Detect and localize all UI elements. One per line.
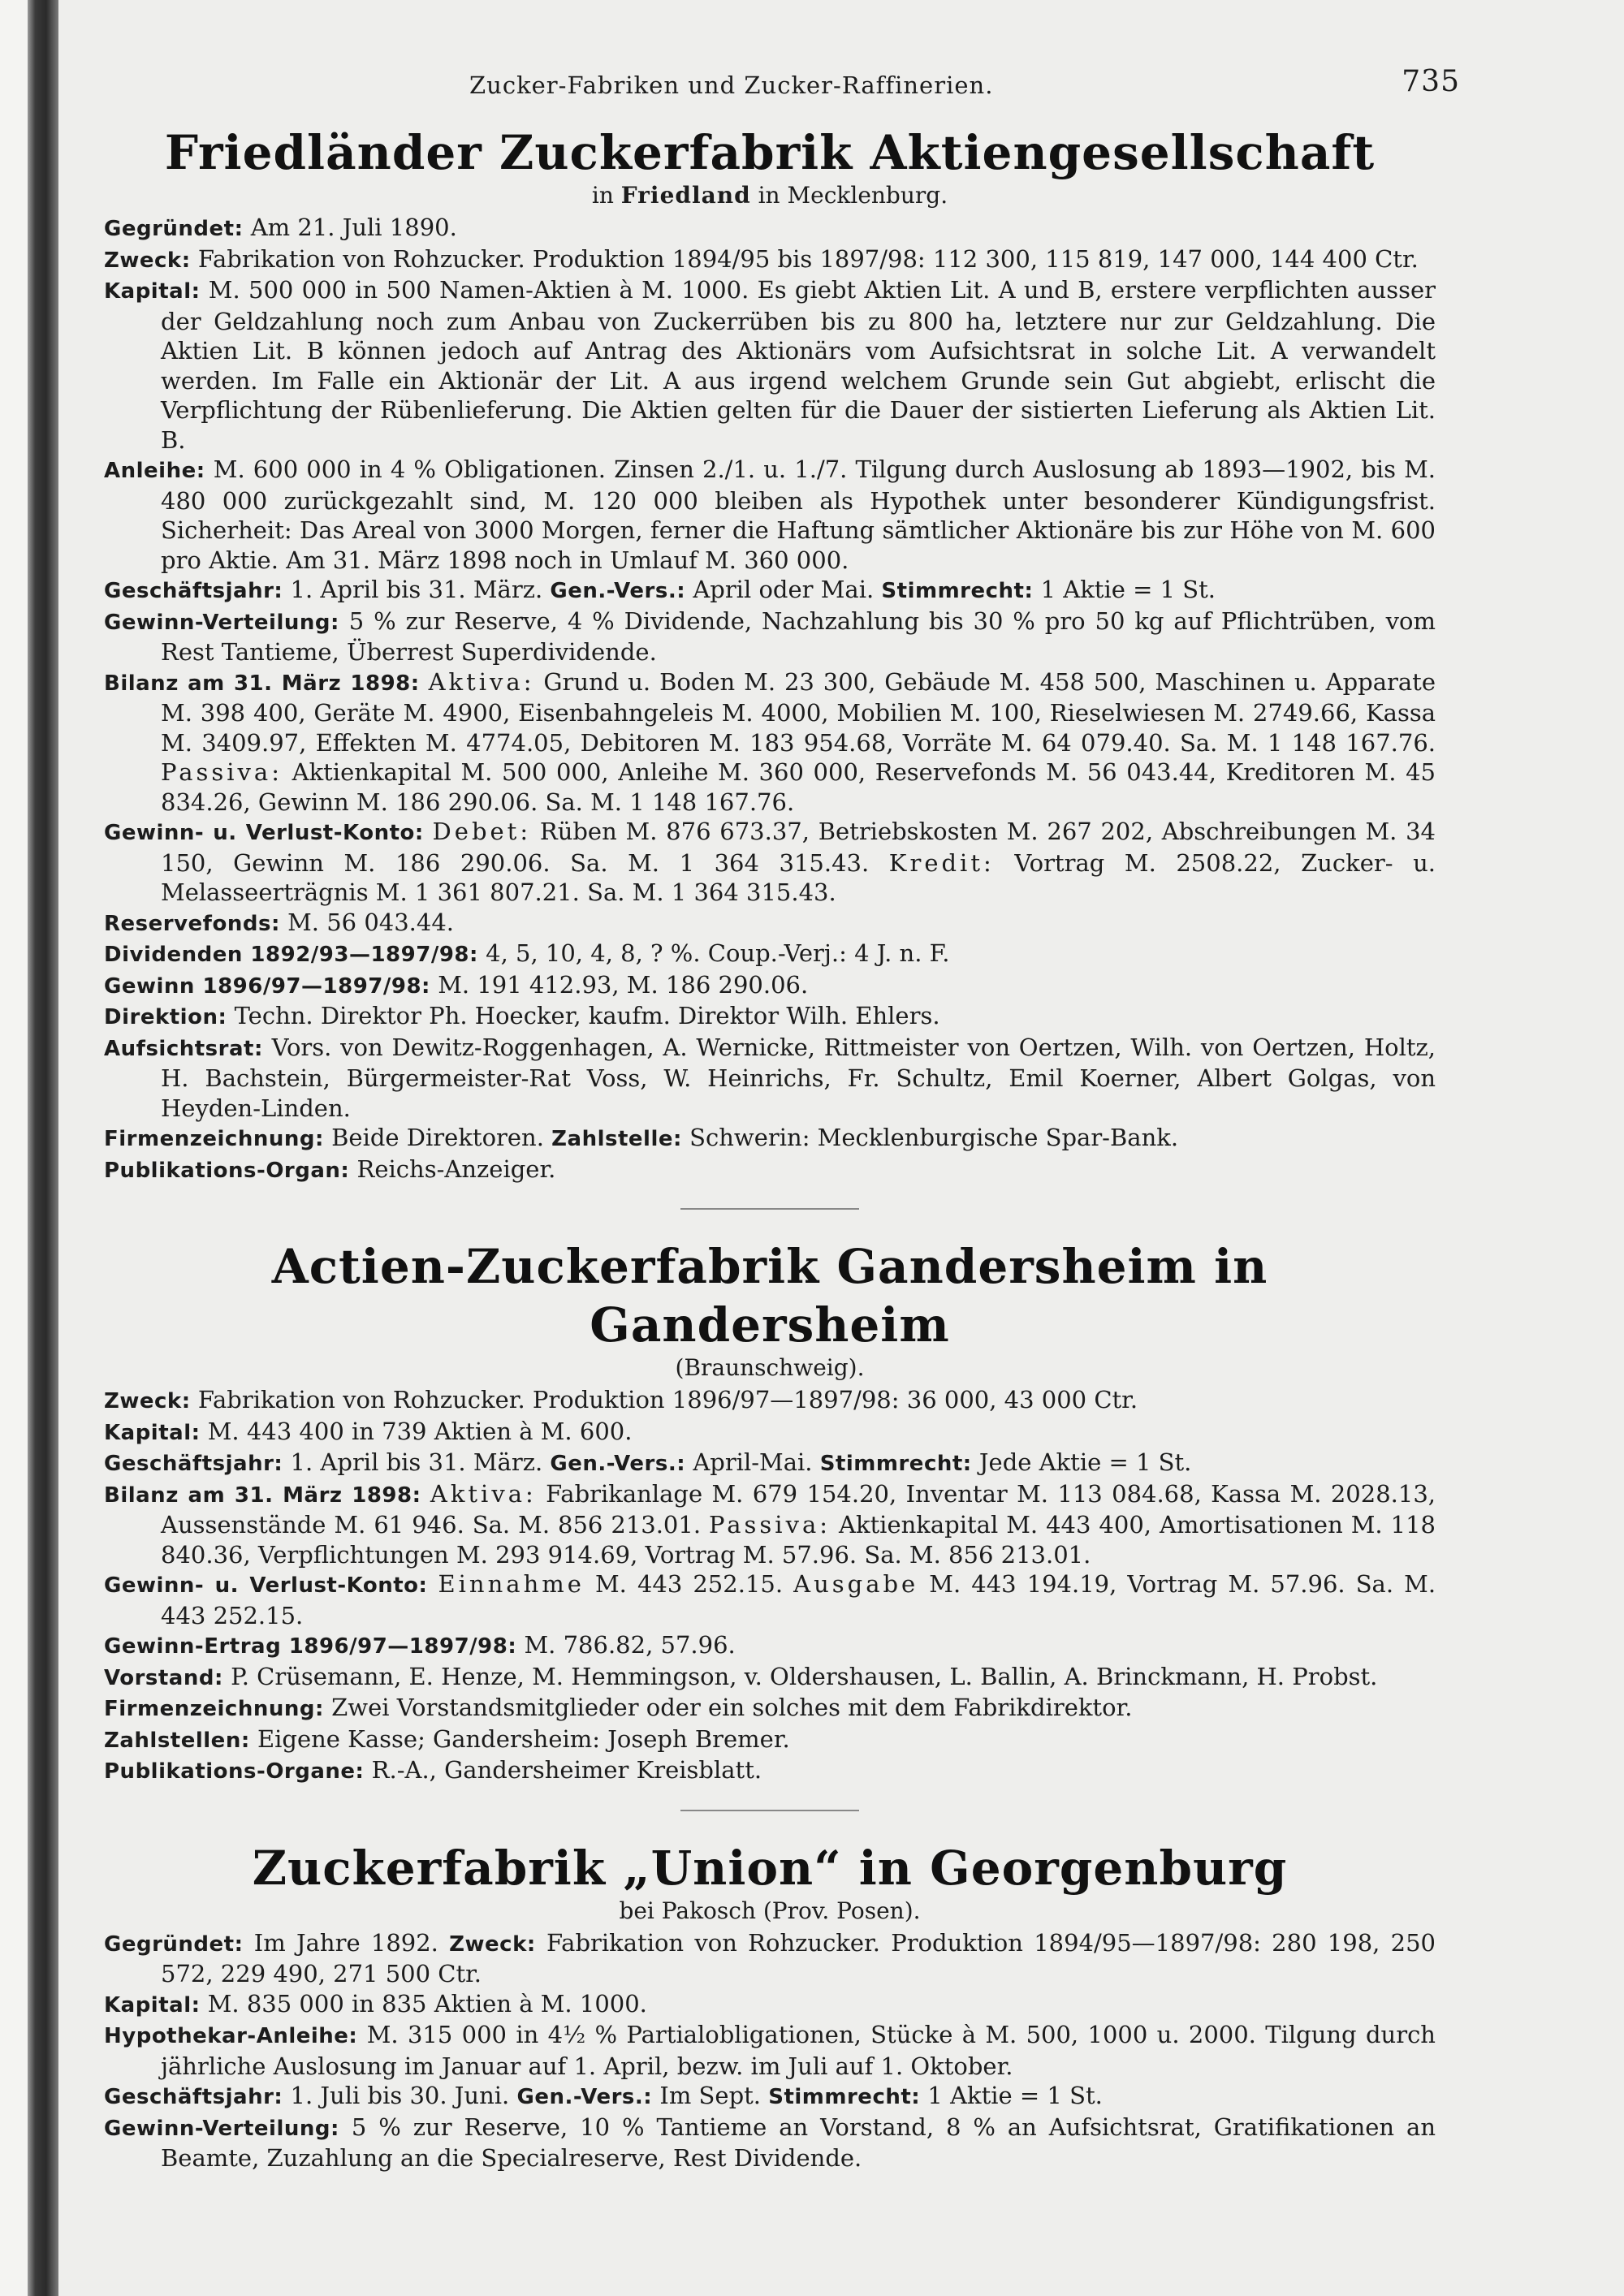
entry-text: P. Crüsemann, E. Henze, M. Hemmingson, v. Oldershausen, L. Ballin, A. Brinckmann, H. Probst.: [231, 1662, 1378, 1690]
entry-text: April oder Mai.: [693, 576, 875, 603]
entry: [104, 575, 1436, 606]
entry-text: 1 Aktie = 1 St.: [1040, 576, 1216, 603]
entry-text: 1. April bis 31. März.: [290, 1448, 543, 1476]
entry-text: M. 315 000 in 4½ % Partialobligationen, Stücke à M. 500, 1000 u. 2000. Tilgung durch jährliche Auslosung im Januar auf 1. April, bezw. im Juli auf 1. Oktober.: [161, 2021, 1436, 2080]
company-location: [104, 182, 1436, 209]
entry: [104, 1123, 1436, 1154]
entry-text: Techn. Direktor Ph. Hoecker, kaufm. Direktor Wilh. Ehlers.: [234, 1002, 940, 1029]
entry-label: Bilanz am 31. März 1898:: [104, 671, 420, 696]
company-location-suffix: in Mecklenburg.: [758, 182, 948, 209]
entry: [104, 1755, 1436, 1787]
entry: [104, 1001, 1436, 1033]
entry-text: 5 % zur Reserve, 10 % Tantieme an Vorstand, 8 % an Aufsichtsrat, Gratifikationen an Beamte, Zuzahlung an die Specialreserve, Rest Dividende.: [161, 2113, 1436, 2172]
entry-text: Fabrikanlage M. 679 154.20, Inventar M. 113 084.68, Kassa M. 2028.13, Aussenstände M. 61 946. Sa. M. 856 213.01.: [161, 1479, 1436, 1539]
entry-label: Publikations-Organe:: [104, 1759, 365, 1784]
entry-text: M. 443 252.15.: [594, 1570, 784, 1598]
entry: [104, 2113, 1436, 2173]
entry-text: 5 % zur Reserve, 4 % Dividende, Nachzahlung bis 30 % pro 50 kg auf Pflichtrüben, vom Rest Tantieme, Überrest Superdividende.: [161, 606, 1436, 666]
entry-subheading: Aktiva:: [428, 667, 535, 696]
entry: [104, 606, 1436, 667]
entry-text: Schwerin: Mecklenburgische Spar-Bank.: [689, 1124, 1179, 1151]
entry: [104, 455, 1436, 575]
entry-subheading: Kredit:: [888, 848, 995, 877]
entry-label: Gegründet:: [104, 217, 244, 241]
entry-label: Stimmrecht:: [881, 579, 1034, 603]
entry-label: Zweck:: [104, 248, 191, 273]
entry-subheading: Debet:: [432, 818, 532, 845]
entry-label: Geschäftsjahr:: [104, 579, 283, 603]
entry: [104, 244, 1436, 276]
entry-text: Fabrikation von Rohzucker. Produktion 1896/97—1897/98: 36 000, 43 000 Ctr.: [197, 1386, 1138, 1413]
entry-subheading: Einnahme: [438, 1570, 585, 1598]
company-list: [104, 123, 1436, 2173]
entry-label: Dividenden 1892/93—1897/98:: [104, 943, 478, 967]
company-title: Friedländer Zuckerfabrik Aktiengesellschaft: [164, 125, 1376, 180]
entry-label: Stimmrecht:: [768, 2085, 921, 2109]
entry: [104, 970, 1436, 1002]
entry-label: Publikations-Organ:: [104, 1158, 350, 1183]
entry-label: Gewinn-Verteilung:: [104, 610, 339, 635]
entry: [104, 213, 1436, 244]
entry-text: Aktienkapital M. 443 400, Amortisationen M. 118 840.36, Verpflichtungen M. 293 914.69, Vortrag M. 57.96. Sa. M. 856 213.01.: [161, 1511, 1436, 1569]
entry-text: R.-A., Gandersheimer Kreisblatt.: [371, 1756, 762, 1784]
entry: [104, 817, 1436, 908]
entry-text: April-Mai.: [693, 1448, 813, 1476]
entry: [104, 1448, 1436, 1479]
entry: [104, 1928, 1436, 1989]
entry-subheading: Aktiva:: [430, 1479, 537, 1508]
entry-text: Am 21. Juli 1890.: [250, 214, 457, 241]
entry-text: Im Sept.: [659, 2082, 762, 2109]
entry-subheading: Passiva:: [161, 758, 283, 786]
company-location: [104, 1354, 1436, 1382]
entry: [104, 275, 1436, 455]
entry-label: Geschäftsjahr:: [104, 2085, 283, 2109]
page: [104, 57, 1460, 2173]
entry-label: Gen.-Vers.:: [550, 1452, 686, 1476]
entry: [104, 2020, 1436, 2081]
entry-text: Aktienkapital M. 500 000, Anleihe M. 360 000, Reservefonds M. 56 043.44, Kreditoren M. 45 834.26, Gewinn M. 186 290.06. Sa. M. 1 148 167.76.: [161, 758, 1436, 816]
entry-label: Gewinn-Ertrag 1896/97—1897/98:: [104, 1634, 517, 1659]
entry-text: Rüben M. 876 673.37, Betriebskosten M. 267 202, Abschreibungen M. 34 150, Gewinn M. 186 290.06. Sa. M. 1 364 315.43.: [161, 818, 1436, 877]
entry: [104, 1724, 1436, 1756]
entry-text: Eigene Kasse; Gandersheim: Joseph Bremer.: [257, 1724, 790, 1753]
entry-label: Gewinn-Verteilung:: [104, 2116, 339, 2141]
entry-text: Beide Direktoren.: [331, 1124, 544, 1151]
entry-text: M. 786.82, 57.96.: [524, 1631, 736, 1659]
book-spine-shadow: [28, 0, 58, 2296]
running-head-title: Zucker-Fabriken und Zucker-Raffinerien.: [469, 71, 994, 99]
company-section: [104, 1810, 1436, 2173]
entry-label: Gewinn- u. Verlust-Konto:: [104, 821, 424, 845]
entry-label: Firmenzeichnung:: [104, 1127, 324, 1151]
company-section: [104, 1208, 1436, 1787]
entry-text: Reichs-Anzeiger.: [356, 1154, 556, 1183]
entry-label: Kapital:: [104, 279, 201, 304]
entry-label: Zahlstelle:: [551, 1127, 682, 1151]
entry-label: Gewinn- u. Verlust-Konto:: [104, 1573, 428, 1598]
entry: [104, 1662, 1436, 1694]
entry-label: Kapital:: [104, 1420, 201, 1445]
entry-label: Kapital:: [104, 1992, 201, 2018]
entry-label: Zweck:: [104, 1389, 191, 1413]
entry-text: M. 835 000 in 835 Aktien à M. 1000.: [207, 1989, 647, 2018]
entry-text: M. 600 000 in 4 % Obligationen. Zinsen 2./1. u. 1./7. Tilgung durch Auslosung ab 1893—1902, bis M. 480 000 zurückgezahlt sind, M. 120 000 bleiben als Hypothek unter besonderer Kündigungsfrist. Sicherheit: Das Areal von 3000 Morgen, ferner die Haftung sämtlicher Aktionäre bis zur Höhe von M. 600 pro Aktie. Am 31. März 1898 noch in Umlauf M. 360 000.: [161, 455, 1436, 574]
entry: [104, 908, 1436, 939]
company-location: [104, 1897, 1436, 1925]
company-title: Zuckerfabrik „Union“ in Georgenburg: [252, 1840, 1288, 1896]
company-location-suffix: bei Pakosch (Prov. Posen).: [619, 1897, 921, 1924]
company-title: Actien-Zuckerfabrik Gandersheim in Gandersheim: [271, 1239, 1268, 1353]
entry-text: 4, 5, 10, 4, 8, ? %. Coup.-Verj.: 4 J. n. F.: [486, 939, 950, 967]
entry-label: Hypothekar-Anleihe:: [104, 2024, 358, 2048]
entry-text: Fabrikation von Rohzucker. Produktion 1894/95 bis 1897/98: 112 300, 115 819, 147 000, 144 400 Ctr.: [197, 244, 1419, 273]
entry-label: Gegründet:: [104, 1931, 244, 1957]
entry-label: Bilanz am 31. März 1898:: [104, 1482, 421, 1508]
entry-label: Reservefonds:: [104, 911, 280, 936]
entry-text: Jede Aktie = 1 St.: [978, 1448, 1192, 1476]
page-margin: [0, 0, 28, 2296]
entry-label: Anleihe:: [104, 459, 205, 483]
entry-text: M. 56 043.44.: [287, 908, 455, 936]
company-location-bold: Friedland: [620, 182, 751, 209]
entry-label: Zweck:: [449, 1931, 536, 1957]
section-divider: [680, 1208, 859, 1210]
company-location-prefix: in: [591, 182, 614, 209]
entry: [104, 1569, 1436, 1630]
company-section: [104, 123, 1436, 1185]
entry-text: Grund u. Boden M. 23 300, Gebäude M. 458 500, Maschinen u. Apparate M. 398 400, Geräte M. 4900, Eisenbahngeleis M. 4000, Mobilien M. 100, Rieselwiesen M. 2749.66, Kassa M. 3409.97, Effekten M. 4774.05, Debitoren M. 183 954.68, Vorräte M. 64 079.40. Sa. M. 1 148 167.76.: [161, 667, 1436, 757]
entry: [104, 1033, 1436, 1124]
entry: [104, 1630, 1436, 1662]
section-divider: [680, 1810, 859, 1811]
entry: [104, 1989, 1436, 2021]
entry-subheading: Passiva:: [709, 1511, 831, 1539]
entry-label: Firmenzeichnung:: [104, 1697, 324, 1721]
entry-label: Gewinn 1896/97—1897/98:: [104, 973, 430, 999]
entry: [104, 939, 1436, 970]
entry-text: 1. April bis 31. März.: [290, 576, 543, 603]
entry-text: Im Jahre 1892.: [253, 1928, 438, 1957]
entry-text: M. 500 000 in 500 Namen-Aktien à M. 1000. Es giebt Aktien Lit. A und B, erstere verpflichten ausser der Geldzahlung noch zum Anbau von Zuckerrüben bis zu 800 ha, letztere nur zur Geldzahlung. Die Aktien Lit. B können jedoch auf Antrag des Aktionärs vom Aufsichtsrat in solche Lit. A verwandelt werden. Im Falle ein Aktionär der Lit. A aus irgend welchem Grunde sein Gut abgiebt, erlischt die Verpflichtung der Rübenlieferung. Die Aktien gelten für die Dauer der sistierten Lieferung als Aktien Lit. B.: [161, 276, 1436, 454]
entry-text: M. 191 412.93, M. 186 290.06.: [438, 970, 809, 999]
entry-label: Aufsichtsrat:: [104, 1036, 263, 1061]
entry: [104, 667, 1436, 818]
entry: [104, 1385, 1436, 1417]
page-number: 735: [1402, 65, 1460, 98]
entry-text: 1 Aktie = 1 St.: [927, 2082, 1103, 2109]
entry: [104, 1154, 1436, 1186]
entry-text: Fabrikation von Rohzucker. Produktion 1894/95—1897/98: 280 198, 250 572, 229 490, 271 500 Ctr.: [161, 1928, 1436, 1987]
entry-subheading: Ausgabe: [793, 1570, 919, 1598]
entry-text: M. 443 194.19, Vortrag M. 57.96. Sa. M. 443 252.15.: [161, 1570, 1436, 1629]
entry-text: Vors. von Dewitz-Roggenhagen, A. Wernicke, Rittmeister von Oertzen, Wilh. von Oertzen, Holtz, H. Bachstein, Bürgermeister-Rat Voss, W. Heinrichs, Fr. Schultz, Emil Koerner, Albert Golgas, von Heyden-Linden.: [161, 1033, 1436, 1122]
entry-text: Zwei Vorstandsmitglieder oder ein solches mit dem Fabrikdirektor.: [331, 1694, 1133, 1721]
running-head: [104, 57, 1460, 106]
entry-label: Gen.-Vers.:: [516, 2085, 653, 2109]
entry-label: Zahlstellen:: [104, 1728, 250, 1753]
entry: [104, 1479, 1436, 1570]
entry-label: Vorstand:: [104, 1665, 223, 1690]
entry-text: M. 443 400 in 739 Aktien à M. 600.: [207, 1417, 633, 1445]
entry: [104, 1417, 1436, 1448]
entry-text: 1. Juli bis 30. Juni.: [290, 2082, 510, 2109]
entry: [104, 1693, 1436, 1724]
entry-text: Vortrag M. 2508.22, Zucker- u. Melasseerträgnis M. 1 361 807.21. Sa. M. 1 364 315.43.: [161, 848, 1436, 906]
entry: [104, 2081, 1436, 2113]
entry-label: Direktion:: [104, 1005, 227, 1029]
entry-label: Stimmrecht:: [819, 1452, 972, 1476]
entry-label: Gen.-Vers.:: [550, 579, 686, 603]
entry-label: Geschäftsjahr:: [104, 1452, 283, 1476]
company-location-suffix: (Braunschweig).: [675, 1354, 865, 1381]
